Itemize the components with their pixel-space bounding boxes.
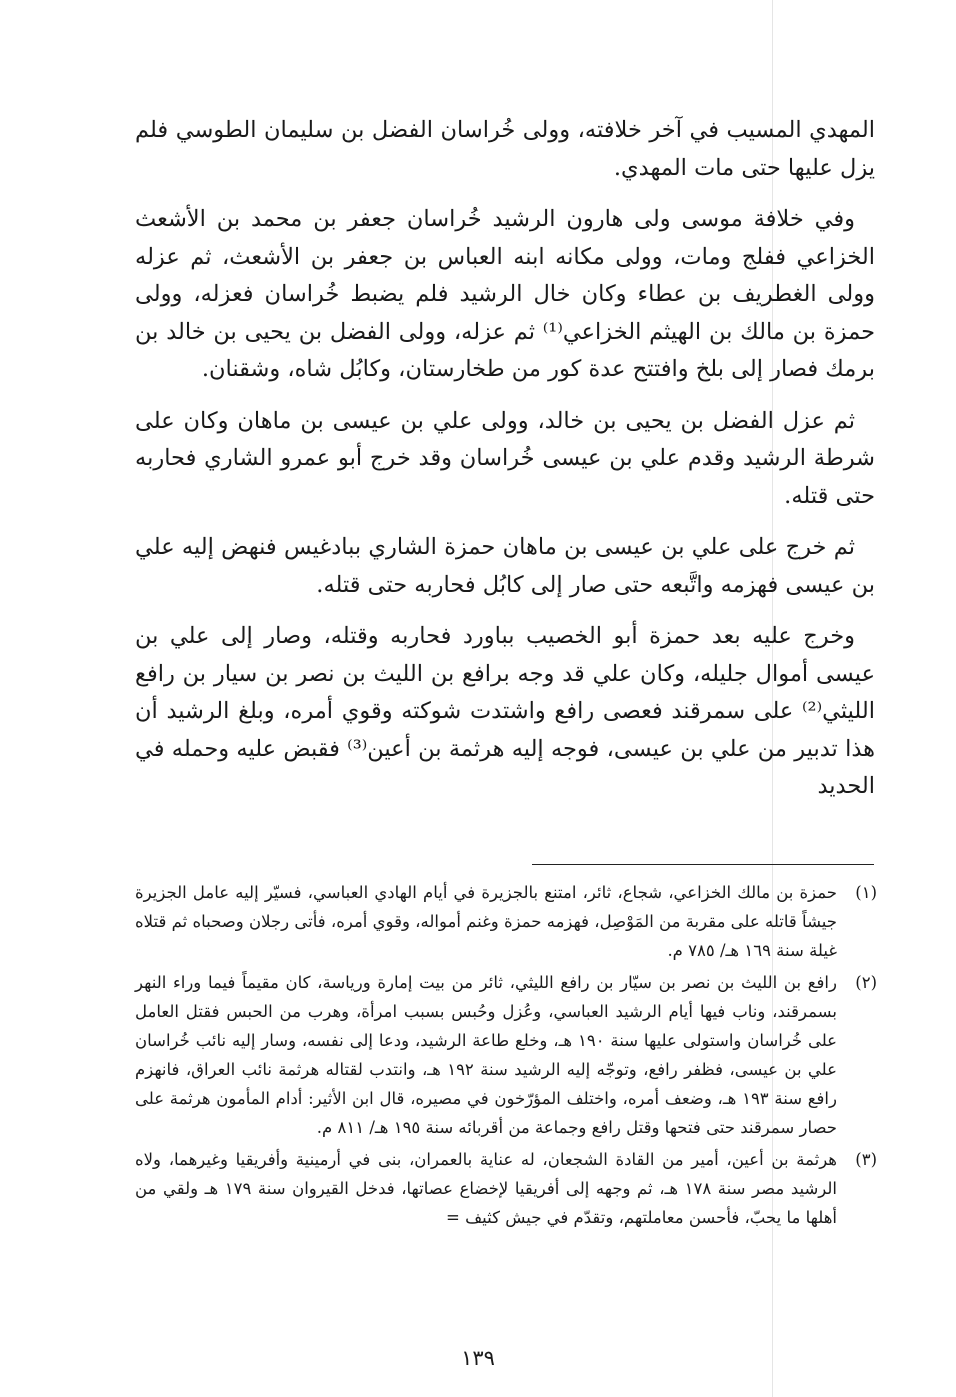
paragraph-1: المهدي المسيب في آخر خلافته، وولى خُراسان الفضل بن سليمان الطوسي فلم يزل عليها حتى مات المهدي.: [135, 117, 875, 181]
paragraph-2: وفي خلافة موسى ولى هارون الرشيد خُراسان جعفر بن محمد بن الأشعث الخزاعي ففلج ومات، وولى مكانه ابنه العباس بن جعفر بن الأشعث، ثم عزله وولى الغطريف بن عطاء وكان خال الرشيد فلم يضبط خُراسان فعزله، وولى حمزة بن مالك بن الهيثم الخزاعي⁽¹⁾ ثم عزله، وولى الفضل بن يحيى بن خالد بن برمك فصار إلى بلخ وافتتح عدة كور من طخارستان، وكابُل شاه، وشقنان.: [135, 206, 875, 382]
main-body-text: [135, 112, 875, 820]
paragraph-5: وخرج عليه بعد حمزة أبو الخصيب بباورد فحاربه وقتله، وصار إلى علي بن عيسى أموال جليله، وكان علي قد وجه برافع بن الليث بن نصر بن سيار بن رافع الليثي⁽²⁾ على سمرقند فعصى رافع واشتدت شوكته وقوي أمره، وبلغ الرشيد أن هذا تدبير من علي بن عيسى، فوجه إليه هرثمة بن أعين⁽³⁾ فقبض عليه وحمله في الحديد: [135, 623, 876, 799]
footnote-number: (٢): [855, 973, 877, 992]
footnote-number: (٣): [855, 1150, 877, 1169]
footnote-2: [135, 968, 877, 1142]
footnotes-section: [135, 878, 877, 1235]
footnote-1: [135, 878, 877, 965]
paragraph-4: ثم خرج على علي بن عيسى بن ماهان حمزة الشاري ببادغيس فنهض إليه علي بن عيسى فهزمه واتَّبعه حتى صار إلى كابُل فحاربه حتى قتله.: [135, 534, 875, 598]
footnote-text: هرثمة بن أعين، أمير من القادة الشجعان، له عناية بالعمران، بنى في أرمينية وأفريقيا وغيرهما، ولاه الرشيد مصر سنة ١٧٨ هـ، ثم وجهه إلى أفريقيا لإخضاع عصاتها، فدخل القيروان سنة ١٧٩ هـ ولقي من أهلها ما يحبّ، فأحسن معاملتهم، وتقدّم في جيش كثيف =: [135, 1150, 837, 1227]
paragraph-3: ثم عزل الفضل بن يحيى بن خالد، وولى علي بن عيسى بن ماهان وكان على شرطة الرشيد وقدم علي بن عيسى خُراسان وقد خرج أبو عمرو الشاري فحاربه حتى قتله.: [135, 407, 875, 509]
footnote-text: رافع بن الليث بن نصر بن سيّار بن رافع الليثي، ثائر من بيت إمارة ورياسة، كان مقيماً فيما وراء النهر بسمرقند، وناب فيها أيام الرشيد العباسي، وعُزل وحُبس بسبب امرأة، وهرب من الحبس فقتل العامل على خُراسان واستولى عليها سنة ١٩٠ هـ، وخلع طاعة الرشيد، ودعا إلى نفسه، وسار إليه نائب خُراسان علي بن عيسى، فظفر رافع، وتوجّه إليه الرشيد سنة ١٩٢ هـ، وانتدب لقتاله هرثمة نائب العراق، فانهزم رافع سنة ١٩٣ هـ، وضعف أمره، واختلف المؤرّخون في مصيره، قال ابن الأثير: أدام المأمون هرثمة على حصار سمرقند حتى فتحها وقتل رافع وجماعة من أقربائه سنة ١٩٥ هـ/ ٨١١ م.: [135, 973, 838, 1137]
footnote-text: حمزة بن مالك الخزاعي، شجاع، ثائر، امتنع بالجزيرة في أيام الهادي العباسي، فسيّر إليه عامل الجزيرة جيشاً قاتله على مقربة من المَوْصِل، فهزمه حمزة وغنم أمواله، وقوي أمره، فأتى رجلان وصحباه ثم قتلاه غيلة سنة ١٦٩ هـ/ ٧٨٥ م.: [135, 883, 837, 960]
footnote-separator: [532, 864, 874, 865]
footnote-number: (١): [855, 883, 877, 902]
footnote-3: [135, 1145, 877, 1232]
page-number: ١٣٩: [461, 1346, 495, 1370]
